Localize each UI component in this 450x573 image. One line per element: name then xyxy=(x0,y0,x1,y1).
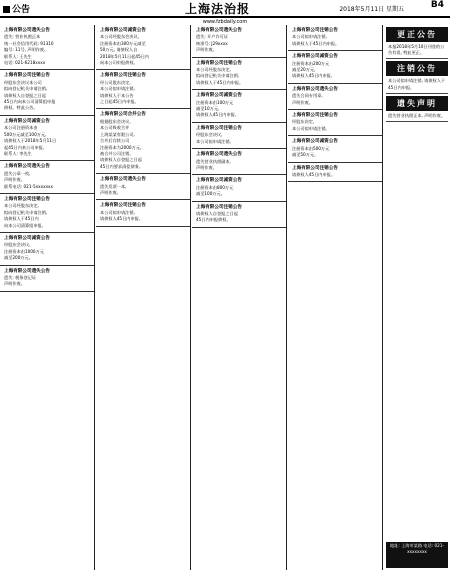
notice-line: 请债权人45日内申报。 xyxy=(100,216,144,222)
notice-ad xyxy=(192,202,286,228)
notice-title: 上海有限公司减资公告 xyxy=(196,93,242,99)
notice-line: 减至50万元。 xyxy=(292,152,319,158)
notice-line: 编号: 11号, 声明作废。 xyxy=(4,47,49,53)
notice-ad xyxy=(0,161,94,194)
notice-ad xyxy=(96,109,190,174)
notice-ad xyxy=(0,116,94,161)
notice-ad xyxy=(192,58,286,91)
issue-date: 2018年5月11日 星期五 xyxy=(339,6,404,13)
notice-ad xyxy=(192,175,286,201)
notice-line: 经股东会决议, xyxy=(4,242,31,248)
notice-line: 声明作废。 xyxy=(100,189,121,195)
notice-ad xyxy=(0,194,94,233)
notice-line: 注册资本由500万元 xyxy=(292,145,330,151)
notice-title: 上海有限公司注销公告 xyxy=(292,28,338,33)
notice-ad xyxy=(288,110,382,136)
notice-line: 声明作废。 xyxy=(196,164,217,170)
notice-line: 注册资本由200万元 xyxy=(292,60,330,66)
notice-line: 联系人: 王先生 xyxy=(4,53,32,59)
notice-line: 向本公司申报债权。 xyxy=(100,60,138,66)
section-label: 公告 xyxy=(3,2,30,15)
notice-title: 上海有限公司注销公告 xyxy=(100,203,146,209)
notice-ad xyxy=(192,90,286,123)
ad-column-1 xyxy=(0,25,95,570)
notice-ad xyxy=(0,233,94,266)
notice-line: 减至200万元。 xyxy=(4,255,33,261)
notice-line: 45日内要求清偿债务。 xyxy=(100,163,144,169)
notice-line: 本公司注册资本由 xyxy=(4,125,38,131)
notice-title: 上海有限公司遗失公告 xyxy=(4,28,50,33)
cancellation-title: 注销公告 xyxy=(386,61,448,76)
ad-column-2 xyxy=(96,25,191,570)
notice-ad xyxy=(192,149,286,175)
notice-line: 遗失合同专用章, xyxy=(292,93,323,99)
notice-title: 上海有限公司减资公告 xyxy=(292,54,338,60)
notice-line: 请债权人于45日内申报。 xyxy=(292,40,340,46)
notice-title: 上海有限公司减资公告 xyxy=(100,28,146,33)
notice-line: 注册资本由100万元 xyxy=(196,99,234,105)
paper-title: 上海法治报 xyxy=(185,2,251,16)
notice-line: 本公司拟申请注销, xyxy=(100,209,135,215)
notice-line: 请债权人于45日内申报。 xyxy=(196,79,244,85)
notice-line: 50万元, 请债权人自 xyxy=(100,47,138,53)
notice-line: 联系人: 李先生 xyxy=(4,150,32,156)
notice-line: 遗失营业执照副本, xyxy=(196,158,231,164)
notice-line: 电话: 021-6218xxxx xyxy=(4,60,46,66)
notice-title: 上海有限公司减资公告 xyxy=(196,178,242,184)
notice-line: 合并后存续公司 xyxy=(100,138,130,144)
notice-line: 经股东会决议本公司 xyxy=(4,79,42,85)
notice-line: 之日起45日内申报。 xyxy=(100,99,139,105)
cancellation-notice xyxy=(386,61,448,93)
notice-title: 上海有限公司注销公告 xyxy=(100,73,146,79)
notice-line: 请债权人45日内申报。 xyxy=(196,112,240,118)
notice-line: 45日内申报债权。 xyxy=(196,217,231,223)
notice-line: 注册资本由800万元 xyxy=(196,184,234,190)
notice-line: 经股东会决议, xyxy=(196,132,223,138)
loss-statement xyxy=(386,96,448,122)
contact-box: 地址: 上海市某路 电话: 021-xxxxxxxx xyxy=(386,542,448,568)
notice-ad xyxy=(96,174,190,200)
correction-text: 本报2018年5月10日刊登的公告有误, 特此更正。 xyxy=(386,42,448,59)
notice-line: 本公司拟申请注销, xyxy=(100,86,135,92)
notice-title: 上海有限公司遗失公告 xyxy=(100,177,146,183)
notice-line: 核准号: J29xxxx xyxy=(196,40,228,46)
notice-line: 注册资本为2000万元, xyxy=(100,144,142,150)
notice-line: 请债权人于2018年5月11日 xyxy=(4,138,57,144)
notice-line: 声明作废。 xyxy=(292,99,313,105)
page-number: B4 xyxy=(430,0,444,10)
page-header xyxy=(0,0,450,18)
notice-title: 上海有限公司减资公告 xyxy=(4,235,50,241)
notice-title: 上海有限公司减资公告 xyxy=(292,139,338,145)
notice-line: 向本公司清算组申报。 xyxy=(4,222,46,228)
correction-notice xyxy=(386,27,448,59)
notice-ad xyxy=(96,70,190,109)
notice-line: 请债权人45日内申报。 xyxy=(292,73,336,79)
notice-line: 本公司经股东决定, xyxy=(196,67,231,73)
ad-column-3 xyxy=(192,25,287,570)
notice-line: 遗失: 税务登记证 xyxy=(4,275,37,280)
notice-ad xyxy=(0,70,94,115)
loss-title: 遗失声明 xyxy=(386,96,448,111)
notice-line: 注册资本由1000万元 xyxy=(4,248,44,254)
notice-ad xyxy=(192,25,286,58)
cancellation-text: 本公司拟申请注销, 请债权人于45日内申报。 xyxy=(386,76,448,93)
notice-ad xyxy=(288,163,382,183)
notice-ad xyxy=(0,266,94,292)
notice-line: 减至100万元。 xyxy=(196,191,225,197)
notice-line: 遗失: 开户许可证 xyxy=(196,34,229,40)
notice-line: 2018年5月11日起45日内 xyxy=(100,53,150,59)
notice-line: 被合并公司注销。 xyxy=(100,150,134,156)
notice-line: 拟向登记机关申请注销, xyxy=(196,73,240,79)
notice-line: 本公司吸收合并 xyxy=(100,125,130,131)
square-icon xyxy=(3,6,10,13)
notice-ad xyxy=(288,25,382,51)
notice-line: 拟向登记机关申请注销, xyxy=(4,209,48,215)
notice-title: 上海有限公司减资公告 xyxy=(4,118,50,124)
notice-line: 500万元减至100万元, xyxy=(4,131,47,137)
notice-ad xyxy=(0,25,94,70)
notice-title: 上海有限公司遗失公告 xyxy=(292,86,338,92)
notice-line: 减至10万元, xyxy=(196,106,220,112)
notice-title: 上海有限公司注销公告 xyxy=(196,204,242,210)
notice-title: 上海有限公司注销公告 xyxy=(292,165,338,171)
notice-line: 经公司股东决定, xyxy=(100,79,131,85)
notice-line: 声明作废。 xyxy=(4,177,25,183)
notice-line: 本公司经股东会决议, xyxy=(100,34,140,40)
notice-ad xyxy=(192,123,286,149)
notice-line: 请债权人于45日内 xyxy=(4,216,39,222)
notice-title: 上海有限公司遗失公告 xyxy=(4,268,50,274)
notice-line: 本公司拟申请注销。 xyxy=(196,138,234,144)
ad-column-4 xyxy=(288,25,383,570)
notice-title: 上海有限公司注销公告 xyxy=(292,113,338,119)
notice-line: 本公司拟申请注销。 xyxy=(292,125,330,131)
notice-line: 声明作废。 xyxy=(4,281,25,287)
notice-line: 上海某某有限公司, xyxy=(100,131,135,137)
notice-line: 债权。特此公告。 xyxy=(4,105,38,111)
notice-ad xyxy=(288,51,382,84)
notice-line: 联系电话: 021-5xxxxxxx xyxy=(4,183,54,189)
notice-ad xyxy=(96,25,190,70)
notice-line: 本公司经股东决定, xyxy=(4,203,39,209)
notice-line: 遗失公章一枚, xyxy=(4,170,31,176)
notice-title: 上海有限公司注销公告 xyxy=(196,60,242,66)
site-url: www.fzbdaily.com xyxy=(202,19,248,25)
notice-line: 请债权人于本公告 xyxy=(100,92,134,98)
notice-title: 上海有限公司合并公告 xyxy=(100,112,146,118)
correction-title: 更正公告 xyxy=(386,27,448,42)
notice-line: 请债权人45日内申报。 xyxy=(292,171,336,177)
notice-line: 遗失: 营业执照正本 xyxy=(4,34,41,40)
notice-line: 统一社会信用代码: 91310 xyxy=(4,40,54,46)
notice-title: 上海有限公司注销公告 xyxy=(4,73,50,79)
notice-line: 减至20万元, xyxy=(292,67,316,73)
notice-line: 根据股东会决议, xyxy=(100,118,131,124)
notice-title: 上海有限公司遗失公告 xyxy=(196,28,242,33)
notice-line: 本公司拟申请注销, xyxy=(292,34,327,40)
notice-line: 请债权人自登报之日起 xyxy=(196,210,238,216)
notice-line: 遗失发票一本, xyxy=(100,183,127,189)
notice-title: 上海有限公司注销公告 xyxy=(196,125,242,131)
notice-line: 声明作废。 xyxy=(196,47,217,53)
notice-line: 经股东决定, xyxy=(292,119,315,125)
notice-line: 拟向登记机关申请注销, xyxy=(4,86,48,92)
notice-ad xyxy=(288,84,382,110)
notice-ad xyxy=(96,200,190,226)
notice-line: 注册资本由300万元减至 xyxy=(100,40,146,46)
notice-line: 起45日内来公司申报。 xyxy=(4,144,48,150)
notice-line: 45日内向本公司清算组申报 xyxy=(4,99,56,105)
notice-title: 上海有限公司注销公告 xyxy=(4,196,50,202)
notice-title: 上海有限公司遗失公告 xyxy=(196,152,242,158)
sidebar-column xyxy=(384,25,450,570)
notice-line: 请债权人自登报之日起 xyxy=(4,92,46,98)
notice-line: 请债权人自登报之日起 xyxy=(100,157,142,163)
loss-text: 遗失营业执照正本, 声明作废。 xyxy=(386,111,448,122)
notice-ad xyxy=(288,136,382,162)
notice-title: 上海有限公司遗失公告 xyxy=(4,164,50,170)
